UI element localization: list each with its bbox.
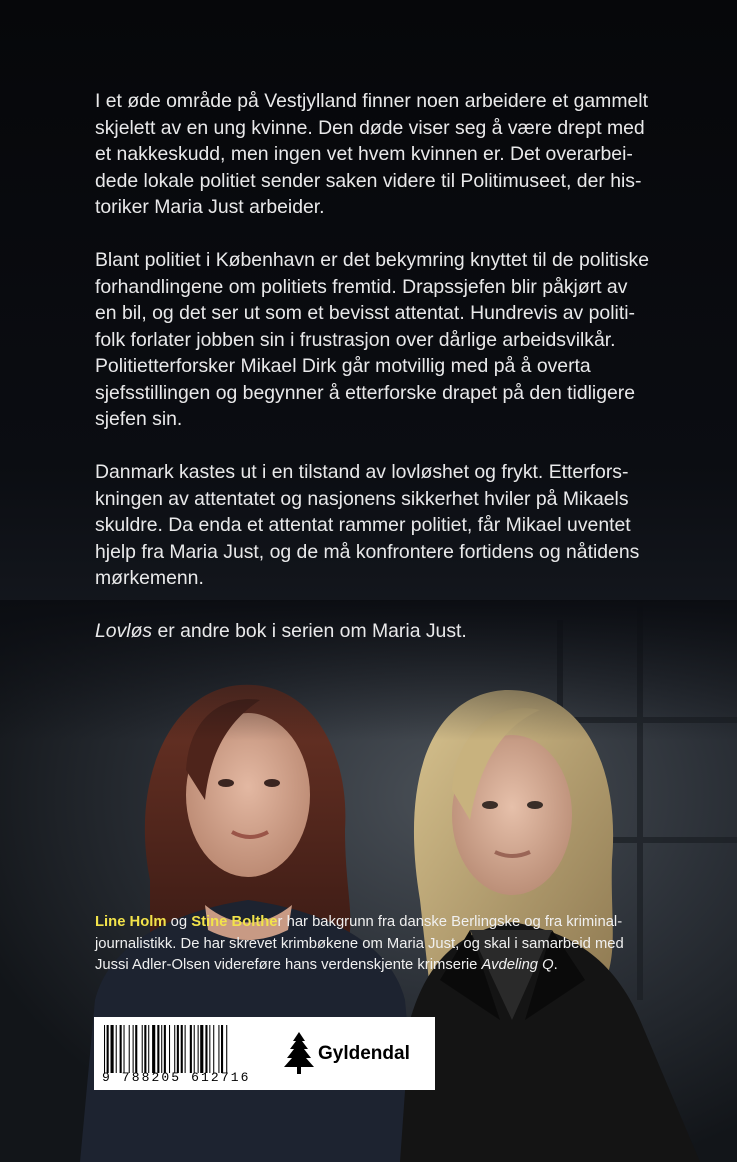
blurb-paragraph-2	[95, 247, 670, 433]
blurb-line: folk forlater jobben sin i frustrasjon over dårlige arbeidsvilkår.	[95, 328, 616, 351]
barcode-bar	[209, 1025, 210, 1073]
author-bio	[95, 912, 695, 977]
barcode-bar	[124, 1025, 125, 1073]
barcode-bar	[107, 1025, 109, 1073]
barcode-bar	[190, 1025, 192, 1073]
isbn-number: 9 788205 612716	[102, 1070, 251, 1085]
blurb-line: toriker Maria Just arbeider.	[95, 196, 325, 218]
blurb-line: Blant politiet i København er det bekymring knyttet til de politiske	[95, 249, 649, 271]
blurb-line: hjelp fra Maria Just, og de må konfrontere fortidens og nåtidens	[95, 540, 640, 563]
blurb-line: mørkemenn.	[95, 567, 204, 589]
blurb-line: sjefen sin.	[95, 408, 183, 430]
bio-text: og	[166, 914, 192, 930]
blurb-line: er andre bok i serien om Maria Just.	[152, 620, 467, 642]
barcode-bar	[174, 1025, 175, 1073]
bio-text: Jussi Adler-Olsen videreføre hans verdenskjente krimserie	[95, 957, 482, 973]
blurb-line: Danmark kastes ut i en tilstand av lovløshet og frykt. Etterfors-	[95, 461, 629, 483]
isbn-barcode	[104, 1025, 264, 1073]
barcode-box	[94, 1017, 435, 1090]
barcode-bar	[226, 1025, 227, 1073]
barcode-bar	[111, 1025, 114, 1073]
blurb-line: sjefsstillingen og begynner å etterforske drapet på den tidligere	[95, 381, 636, 404]
barcode-bar	[164, 1025, 166, 1073]
blurb-line: Politietterforsker Mikael Dirk går motvillig med på å overta	[95, 355, 591, 377]
blurb-paragraph-1	[95, 88, 670, 221]
blurb-line: kningen av attentatet og nasjonens sikkerhet hviler på Mikaels	[95, 487, 629, 510]
barcode-bar	[142, 1025, 143, 1073]
barcode-bar	[157, 1025, 159, 1073]
book-title: Lovløs	[95, 620, 153, 642]
barcode-bar	[148, 1025, 149, 1073]
blurb-line: skuldre. Da enda et attentat rammer politiet, får Mikael uventet	[95, 514, 631, 536]
barcode-bar	[198, 1025, 199, 1073]
blurb-line: dede lokale politiet sender saken videre til Politimuseet, der his-	[95, 169, 642, 192]
barcode-bar	[135, 1025, 137, 1073]
barcode-bar	[213, 1025, 214, 1073]
barcode-bar	[194, 1025, 195, 1073]
barcode-bar	[181, 1025, 183, 1073]
author-name-1: Line Holm	[95, 914, 167, 930]
barcode-bar	[116, 1025, 117, 1073]
series-title: Avdeling Q	[481, 957, 554, 973]
barcode-bar	[161, 1025, 162, 1073]
barcode-bar	[129, 1025, 130, 1073]
blurb-line: en bil, og det ser ut som et bevisst attentat. Hundrevis av politi-	[95, 302, 635, 324]
tree-icon	[284, 1032, 314, 1074]
blurb-paragraph-3	[95, 459, 670, 592]
blurb-line: et nakkeskudd, men ingen vet hvem kvinnen er. Det overarbei-	[95, 143, 633, 165]
barcode-bar	[221, 1025, 223, 1073]
publisher-name: Gyldendal	[318, 1043, 410, 1064]
author-name-2: Stine Bolthe	[191, 914, 278, 930]
barcode-bar	[185, 1025, 186, 1073]
barcode-bar	[205, 1025, 207, 1073]
bio-text: .	[553, 957, 558, 973]
blurb-text	[95, 88, 670, 671]
barcode-bar	[133, 1025, 134, 1073]
blurb-line: skjelett av en ung kvinne. Den døde viser seg å være drept med	[95, 116, 645, 139]
barcode-bar	[120, 1025, 122, 1073]
blurb-line: I et øde område på Vestjylland finner noen arbeidere et gammelt	[95, 90, 648, 112]
bio-text: r har bakgrunn fra danske Berlingske og fra kriminal-	[277, 914, 623, 930]
barcode-bar	[104, 1025, 105, 1073]
barcode-bar	[144, 1025, 146, 1073]
bio-text: journalistikk. De har skrevet krimbøkene om Maria Just, og skal i samarbeid med	[95, 935, 624, 952]
barcode-bar	[200, 1025, 203, 1073]
blurb-line: forhandlingene om politiets fremtid. Drapssjefen blir påkjørt av	[95, 275, 628, 298]
barcode-bar	[218, 1025, 219, 1073]
blurb-paragraph-4	[95, 618, 670, 645]
barcode-bar	[169, 1025, 170, 1073]
barcode-bar	[177, 1025, 179, 1073]
barcode-bar	[152, 1025, 155, 1073]
